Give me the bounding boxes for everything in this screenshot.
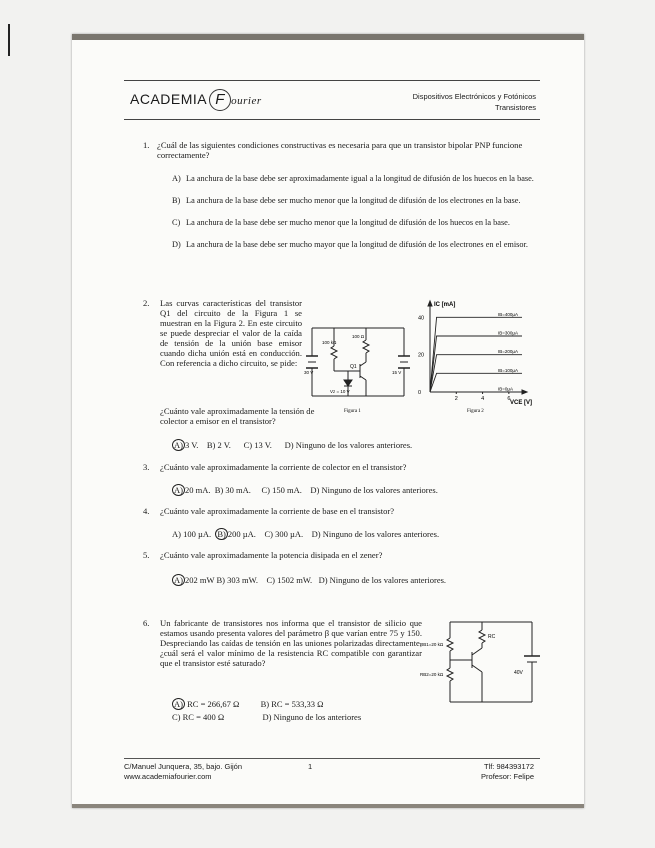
fig1-q-label: Q1 (350, 364, 357, 370)
x-tick-label: 6 (507, 396, 511, 402)
q1-option-label: D) (172, 240, 181, 249)
margin-mark (8, 24, 10, 56)
q6-choice-b[interactable]: B) RC = 533,33 Ω (260, 699, 324, 709)
q4-choices (172, 528, 439, 540)
y-tick-label: 40 (418, 315, 425, 322)
q3-choice-a-label[interactable]: A) (174, 485, 183, 495)
logo-letter: F (209, 89, 231, 111)
footer-web[interactable]: www.academiafourier.com (124, 772, 212, 781)
curve-2 (430, 336, 522, 392)
q5-choices (172, 574, 446, 586)
q3-choice-d[interactable]: D) Ninguno de los valores anteriores. (310, 485, 438, 495)
fig1-vz-label: Vz = 10 V (330, 389, 350, 394)
q1-option-b (172, 196, 542, 206)
q1-option-a (172, 174, 542, 184)
chart-y-label: IC [mA] (434, 302, 456, 308)
q1-option-d (172, 240, 542, 250)
q5-choice-a-label[interactable]: A) (174, 575, 183, 585)
figure2-chart (412, 296, 542, 414)
q2-choice-d[interactable]: D) Ninguno de los valores anteriores. (284, 440, 413, 450)
footer-divider (124, 758, 540, 759)
fig1-caption: Figura 1 (344, 409, 361, 414)
q5-stem: ¿Cuánto vale aproximadamente la potencia disipada en el zener? (160, 550, 383, 560)
fig3-rc-label: RC (488, 634, 496, 640)
figure3-circuit (420, 616, 542, 708)
q5-choice-a[interactable]: 202 mW (184, 575, 215, 585)
fig1-v1-label: 30 V (304, 370, 314, 375)
logo-rest: ourier (231, 95, 262, 107)
q1-option-label: A) (172, 174, 181, 183)
q1-number: 1. (143, 140, 150, 150)
fig3-rb2-label: RB2=20 kΩ (420, 672, 444, 677)
q6-choice-a-label[interactable]: A) (174, 699, 183, 709)
footer-phone: Tlf: 984393172 (483, 762, 534, 771)
x-tick-label: 4 (481, 396, 485, 402)
fig1-v2-label: 15 V (392, 370, 402, 375)
curve-label: IB=300µA (498, 330, 518, 336)
q3-choice-a[interactable]: 20 mA. (184, 485, 211, 495)
q4-choice-a[interactable]: A) 100 µA. (172, 529, 212, 539)
q1-option-label: C) (172, 218, 181, 227)
fig3-rb1-label: RB1=20 kΩ (420, 642, 444, 647)
q4-choice-d[interactable]: D) Ninguno de los valores anteriores. (311, 529, 440, 539)
q1-option-text: La anchura de la base debe ser mucho mayor que la longitud de difusión de los electrones en el emisor. (186, 240, 528, 249)
q4-choice-b[interactable]: 200 µA. (227, 529, 256, 539)
q3-choice-c[interactable]: C) 150 mA. (261, 485, 302, 495)
chart-x-label: VCE [V] (510, 400, 533, 406)
q4-choice-b-label[interactable]: B) (217, 529, 226, 539)
y-axis-arrow-icon (428, 301, 432, 306)
scan-edge-bottom (72, 804, 584, 808)
q3-choice-b[interactable]: B) 30 mA. (214, 485, 251, 495)
logo-word: ACADEMIA (130, 91, 208, 107)
q3-stem: ¿Cuánto vale aproximadamente la corriente de colector en el transistor? (160, 462, 407, 472)
q2-choice-c[interactable]: C) 13 V. (243, 440, 272, 450)
fig2-caption: Figura 2 (467, 409, 484, 414)
footer-address-block (124, 762, 242, 782)
footer-teacher: Profesor: Felipe (481, 772, 534, 781)
q1-option-label: B) (172, 196, 181, 205)
q6-choice-d[interactable]: D) Ninguno de los anteriores (262, 712, 362, 722)
footer-address: C/Manuel Junquera, 35, bajo. Gijón (124, 762, 242, 771)
topic-title: Transistores (495, 103, 536, 112)
scan-edge-top (72, 34, 584, 40)
q6-choices (172, 698, 361, 724)
q6-number: 6. (143, 618, 150, 628)
q5-number: 5. (143, 550, 150, 560)
q5-choice-b[interactable]: B) 303 mW. (216, 575, 258, 585)
q5-choice-d[interactable]: D) Ninguno de los valores anteriores. (318, 575, 447, 585)
figure1-circuit (304, 316, 414, 416)
q6-stem: Un fabricante de transistores nos informa que el transistor de silicio que estamos usando presenta valores del parámetro β que varían entre 75 y 150. Despreciando las caídas de tensión en las uniones polarizadas directamente, ¿cuál será el valor mínimo de la resistencia RC compatible con garantizar que el transistor esté saturado? (160, 618, 422, 668)
curve-label: IB=400µA (498, 311, 518, 317)
curve-label: IB=200µA (498, 349, 518, 355)
page-header (124, 80, 540, 120)
q2-stem: Las curvas características del transistor Q1 del circuito de la Figura 1 se muestran en la Figura 2. En este circuito se puede despreciar el valor de la caída de tensión de la unión base emisor cuando dicha unión está en conducción. Con referencia a dicho circuito, se pide: (160, 298, 302, 368)
exam-sheet (72, 34, 584, 808)
q2-choice-a[interactable]: 3 V. (184, 440, 199, 450)
x-tick-label: 2 (454, 396, 458, 402)
q1-option-text: La anchura de la base debe ser aproximadamente igual a la longitud de difusión de los huecos en la base. (186, 174, 534, 183)
course-title: Dispositivos Electrónicos y Fotónicos (412, 92, 536, 101)
q1-option-text: La anchura de la base debe ser mucho menor que la longitud de difusión de los electrones en la base. (186, 196, 521, 205)
q4-number: 4. (143, 506, 150, 516)
q2-choice-a-label[interactable]: A) (174, 440, 183, 450)
page-number: 1 (308, 762, 313, 771)
q6-choice-a[interactable]: RC = 266,67 Ω (187, 699, 240, 709)
header-course-info (413, 91, 536, 113)
fig3-v-label: 40V (514, 670, 523, 676)
y-tick-label: 20 (418, 352, 425, 359)
academy-logo (130, 89, 262, 111)
curve-label: IB=0µA (498, 386, 513, 392)
q3-number: 3. (143, 462, 150, 472)
q2-question: ¿Cuánto vale aproximadamente la tensión de colector a emisor en el transistor? (160, 406, 315, 426)
q4-stem: ¿Cuánto vale aproximadamente la corriente de base en el transistor? (160, 506, 395, 516)
q2-number: 2. (143, 298, 150, 308)
q3-choices (172, 484, 438, 496)
q1-option-text: La anchura de la base debe ser mucho menor que la longitud de difusión de los huecos en la base. (186, 218, 510, 227)
q6-choice-c[interactable]: C) RC = 400 Ω (172, 712, 225, 722)
q5-choice-c[interactable]: C) 1502 mW. (266, 575, 313, 585)
q1-option-c (172, 218, 542, 228)
curve-label: IB=100µA (498, 367, 518, 373)
footer-contact-block (481, 762, 534, 782)
q4-choice-c[interactable]: C) 300 µA. (264, 529, 304, 539)
q2-choices (172, 439, 412, 451)
fig1-r2-label: 100 Ω (352, 334, 365, 339)
fig1-r1-label: 100 kΩ (322, 340, 337, 345)
y-tick-label: 0 (418, 390, 422, 396)
x-axis-arrow-icon (522, 390, 527, 394)
q1-stem: ¿Cuál de las siguientes condiciones constructivas es necesaria para que un transistor bipolar PNP funcione correctamente? (157, 140, 523, 160)
q2-choice-b[interactable]: B) 2 V. (206, 440, 231, 450)
